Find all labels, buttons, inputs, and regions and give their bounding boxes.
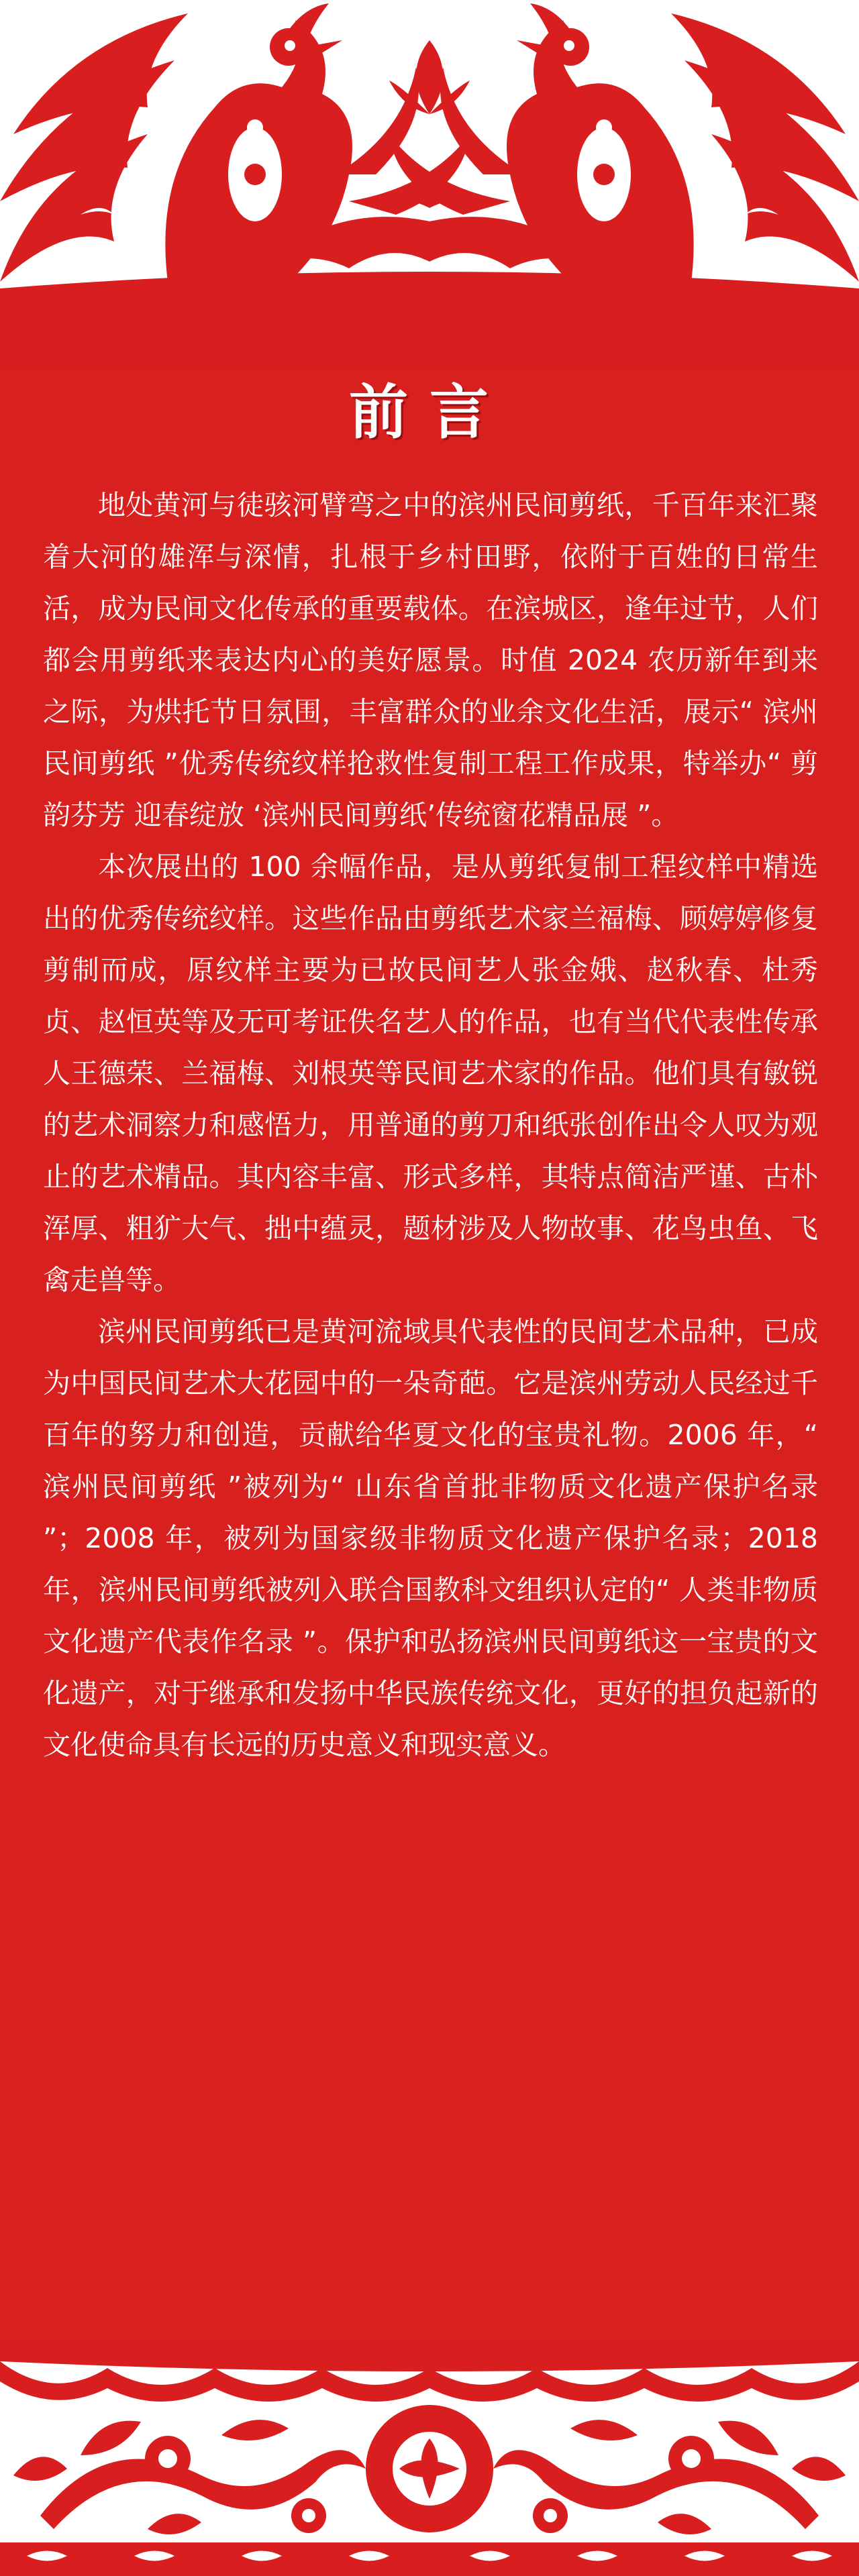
foreword-body [43, 480, 818, 1771]
page-title: 前言 [348, 377, 510, 447]
paragraph-1: 地处黄河与徒骇河臂弯之中的滨州民间剪纸，千百年来汇聚着大河的雄浑与深情，扎根于乡村田野，依附于百姓的日常生活，成为民间文化传承的重要载体。在滨城区，逢年过节，人们都会用剪纸来表达内心的美好愿景。时值 2024 农历新年到来之际，为烘托节日氛围，丰富群众的业余文化生活，展示“ 滨州民间剪纸 ”优秀传统纹样抢救性复制工程工作成果，特举办“ 剪韵芬芳 迎春绽放 ‘滨州民间剪纸’传统窗花精品展 ”。 [43, 489, 818, 831]
paragraph-2: 本次展出的 100 余幅作品，是从剪纸复制工程纹样中精选出的优秀传统纹样。这些作品由剪纸艺术家兰福梅、顾婷婷修复剪制而成，原纹样主要为已故民间艺人张金娥、赵秋春、杜秀贞、赵恒英等及无可考证佚名艺人的作品，也有当代代表性传承人王德荣、兰福梅、刘根英等民间艺术家的作品。他们具有敏锐的艺术洞察力和感悟力，用普通的剪刀和纸张创作出令人叹为观止的艺术精品。其内容丰富、形式多样，其特点简洁严谨、古朴浑厚、粗犷大气、拙中蕴灵，题材涉及人物故事、花鸟虫鱼、飞禽走兽等。 [43, 851, 818, 1296]
paragraph-3: 滨州民间剪纸已是黄河流域具代表性的民间艺术品种，已成为中国民间艺术大花园中的一朵奇葩。它是滨州劳动人民经过千百年的努力和创造，贡献给华夏文化的宝贵礼物。2006 年，“ 滨州民间剪纸 ”被列为“ 山东省首批非物质文化遗产保护名录 ”；2008 年，被列为国家级非物质文化遗产保护名录；2018 年，滨州民间剪纸被列入联合国教科文组织认定的“ 人类非物质文化遗产代表作名录 ”。保护和弘扬滨州民间剪纸这一宝贵的文化遗产，对于继承和发扬中华民族传统文化，更好的担负起新的文化使命具有长远的历史意义和现实意义。 [43, 1316, 818, 1761]
papercut-twin-phoenix-icon [0, 0, 859, 376]
papercut-floral-vine-icon [0, 2341, 859, 2576]
